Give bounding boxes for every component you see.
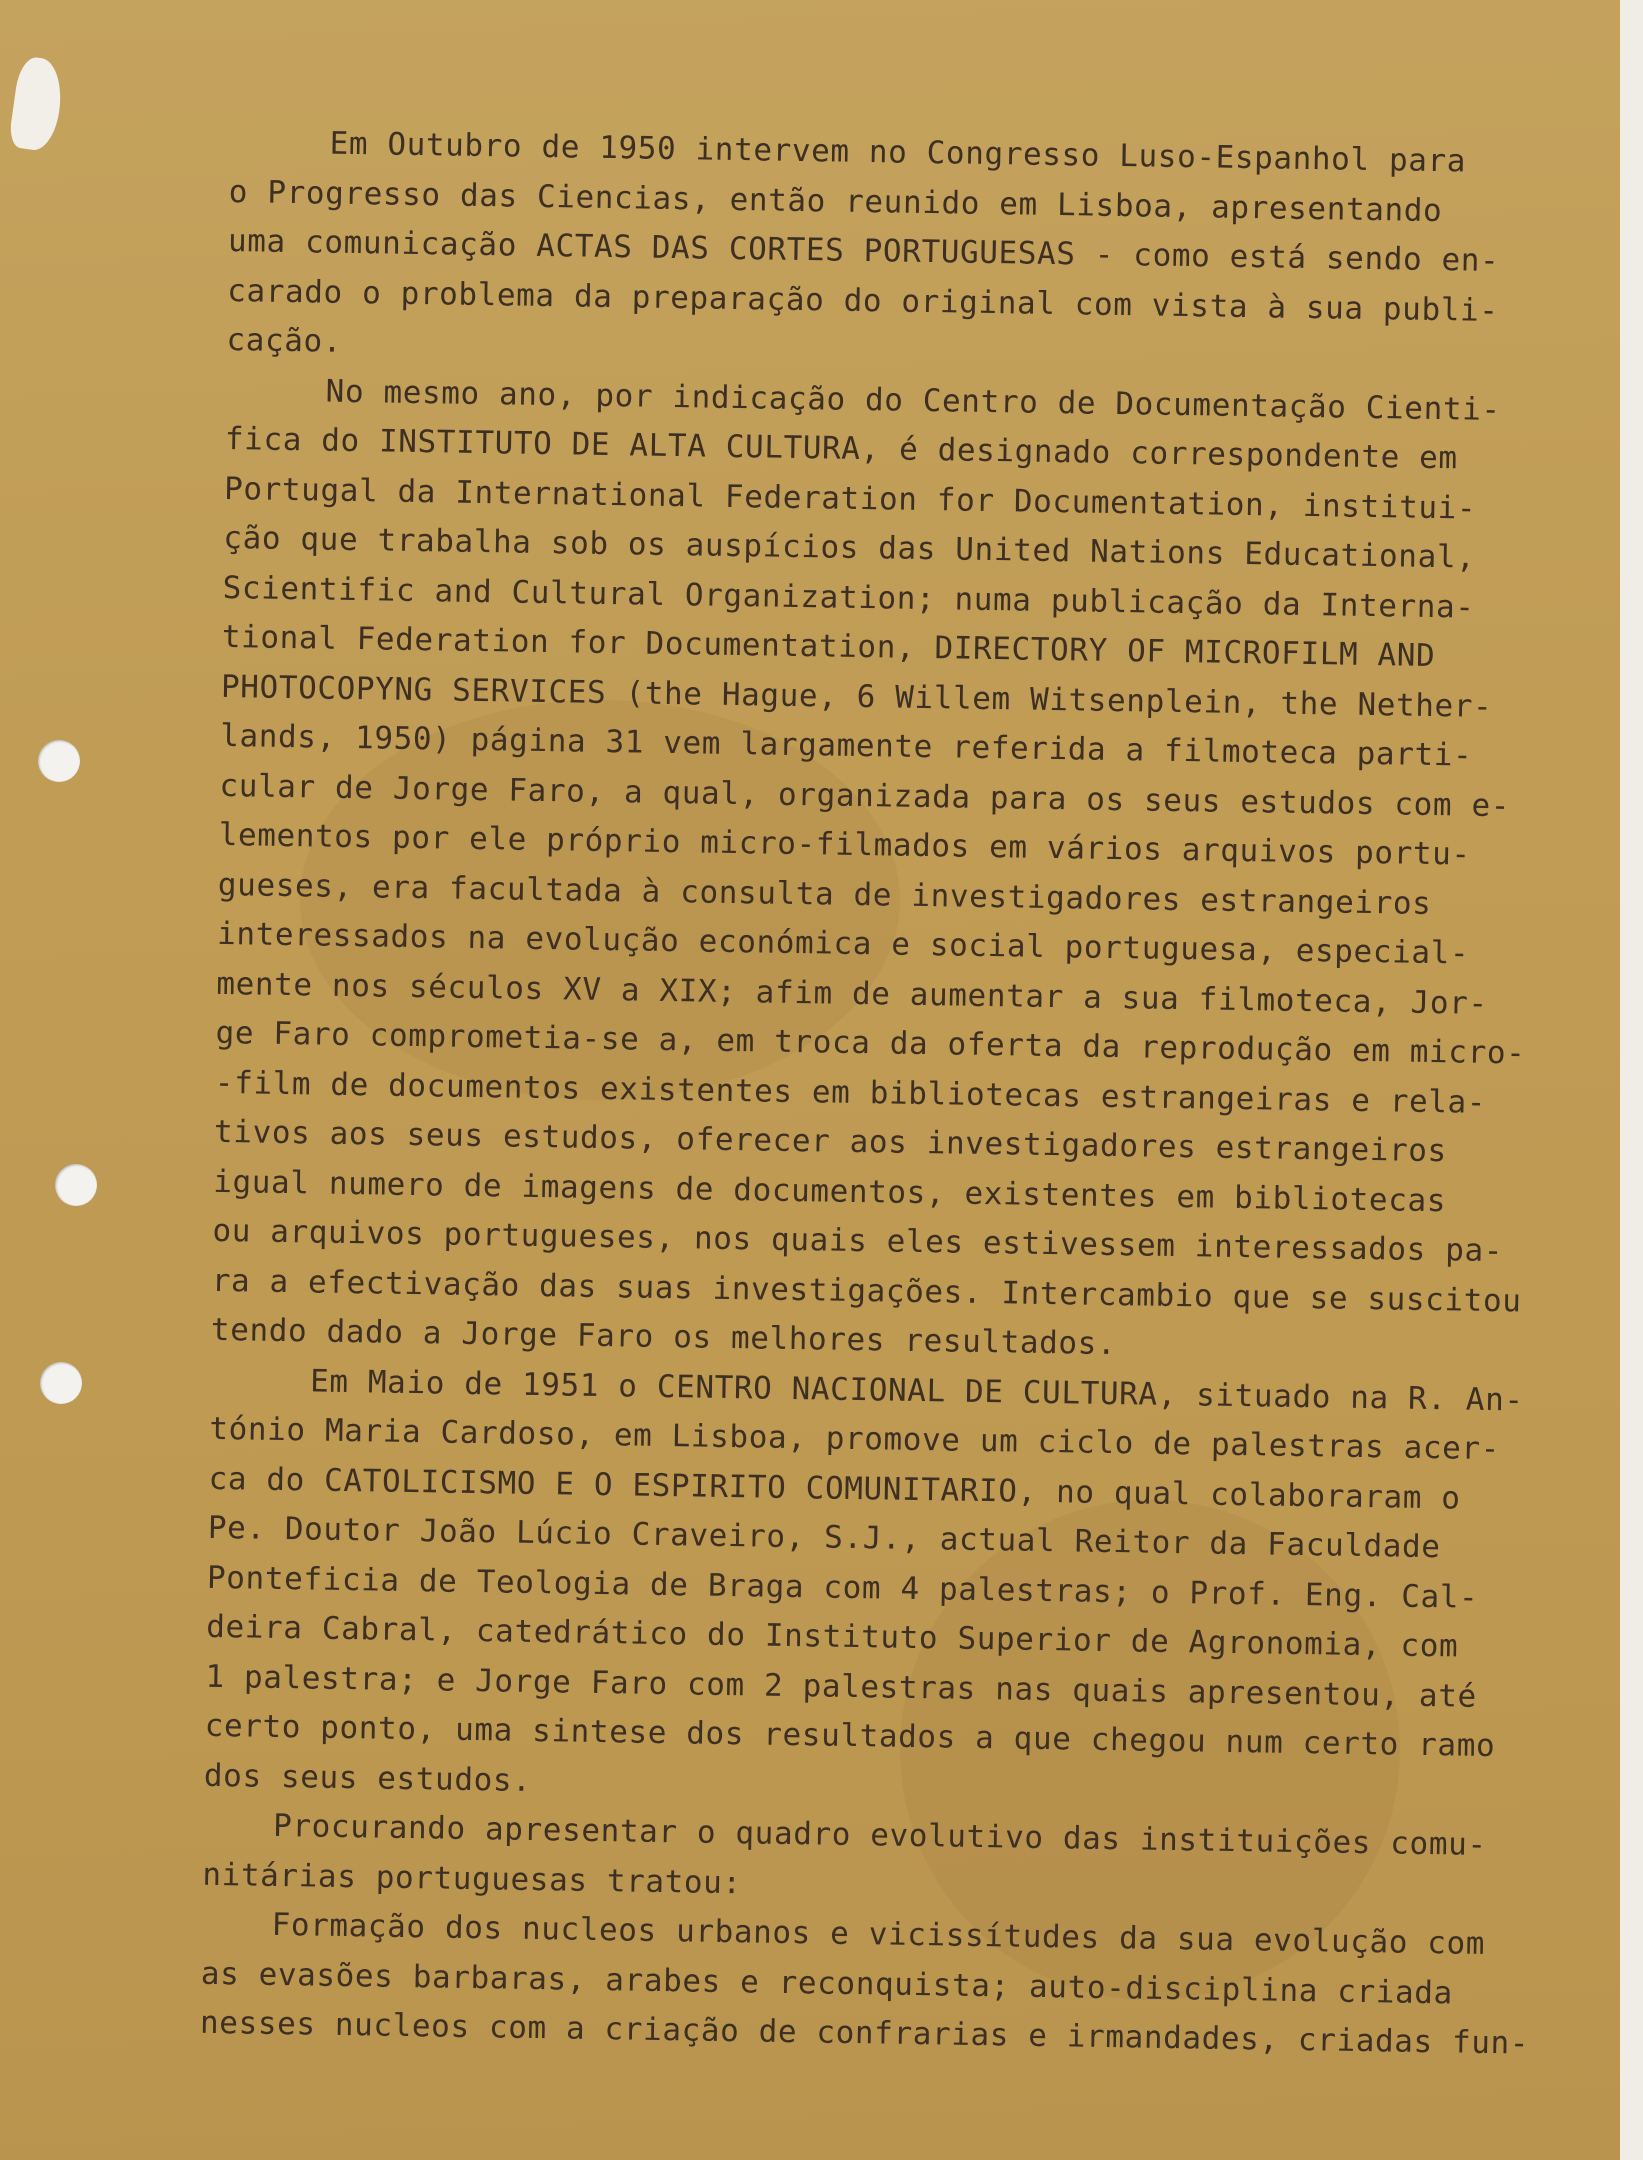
text-line: Em Maio de 1951 o CENTRO NACIONAL DE CULTURA, situado na R. An- bbox=[309, 1362, 1524, 1418]
text-line: nitárias portuguesas tratou: bbox=[202, 1856, 743, 1901]
text-line: tivos aos seus estudos, oferecer aos investigadores estrangeiros bbox=[213, 1113, 1448, 1170]
text-line: ra a efectivação das suas investigações. Intercambio que se suscitou bbox=[211, 1262, 1522, 1319]
text-line: ca do CATOLICISMO E O ESPIRITO COMUNITARIO, no qual colaboraram o bbox=[208, 1460, 1461, 1516]
text-line: ou arquivos portugueses, nos quais eles estivessem interessados pa- bbox=[212, 1212, 1504, 1270]
text-line: deira Cabral, catedrático do Instituto Superior de Agronomia, com bbox=[206, 1608, 1459, 1665]
text-line: ção que trabalha sob os auspícios das United Nations Educational, bbox=[223, 519, 1476, 576]
text-line: Portugal da International Federation for Documentation, institui- bbox=[223, 470, 1477, 527]
text-line: lands, 1950) página 31 vem largamente referida a filmoteca parti- bbox=[220, 717, 1473, 774]
text-line: tendo dado a Jorge Faro os melhores resultados. bbox=[210, 1311, 1117, 1363]
torn-corner bbox=[8, 55, 66, 153]
punch-hole bbox=[40, 1362, 82, 1404]
text-line: Em Outubro de 1950 intervem no Congresso Luso-Espanhol para bbox=[329, 125, 1467, 180]
text-line: gueses, era facultada à consulta de investigadores estrangeiros bbox=[217, 866, 1432, 922]
text-line: igual numero de imagens de documentos, existentes em bibliotecas bbox=[213, 1163, 1447, 1219]
text-line: -film de documentos existentes em bibliotecas estrangeiras e rela- bbox=[214, 1064, 1487, 1121]
punch-hole bbox=[38, 740, 80, 782]
text-line: ge Faro comprometia-se a, em troca da oferta da reprodução em micro- bbox=[215, 1014, 1526, 1072]
text-line: mente nos séculos XV a XIX; afim de aumentar a sua filmoteca, Jor- bbox=[216, 965, 1488, 1022]
text-line: cular de Jorge Faro, a qual, organizada para os seus estudos com e- bbox=[219, 767, 1511, 824]
scan-background bbox=[1620, 0, 1643, 2160]
text-line: Procurando apresentar o quadro evolutivo das instituições comu- bbox=[272, 1807, 1487, 1863]
text-line: interessados na evolução económica e social portuguesa, especial- bbox=[216, 915, 1470, 972]
text-line: lementos por ele próprio micro-filmados em vários arquivos portu- bbox=[218, 816, 1472, 873]
text-line: as evasões barbaras, arabes e reconquista; auto-disciplina criada bbox=[200, 1955, 1454, 2011]
text-line: nesses nucleos com a criação de confrarias e irmandades, criadas fun- bbox=[199, 2004, 1530, 2062]
text-line: uma comunicação ACTAS DAS CORTES PORTUGUESAS - como está sendo en- bbox=[227, 222, 1500, 279]
text-line: No mesmo ano, por indicação do Centro de Documentação Cienti- bbox=[325, 373, 1501, 428]
text-line: certo ponto, uma sintese dos resultados a que chegou num certo ramo bbox=[204, 1707, 1496, 1765]
typewritten-text bbox=[200, 118, 1620, 2070]
text-line: tónio Maria Cardoso, em Lisboa, promove um ciclo de palestras acer- bbox=[209, 1410, 1501, 1468]
text-line: carado o problema da preparação do original com vista à sua publi- bbox=[227, 272, 1499, 329]
text-line: fica do INSTITUTO DE ALTA CULTURA, é designado correspondente em bbox=[224, 420, 1458, 477]
text-line: o Progresso das Ciencias, então reunido em Lisboa, apresentando bbox=[228, 173, 1443, 229]
text-line: tional Federation for Documentation, DIRECTORY OF MICROFILM AND bbox=[221, 618, 1436, 674]
text-line: Pe. Doutor João Lúcio Craveiro, S.J., actual Reitor da Faculdade bbox=[207, 1509, 1441, 1566]
text-line: Scientific and Cultural Organization; numa publicação da Interna- bbox=[222, 569, 1475, 626]
text-line: dos seus estudos. bbox=[203, 1757, 532, 1799]
punch-hole bbox=[55, 1164, 97, 1206]
text-line: Formação dos nucleos urbanos e vicissítudes da sua evolução com bbox=[271, 1906, 1486, 1962]
text-line: Ponteficia de Teologia de Braga com 4 palestras; o Prof. Eng. Cal- bbox=[206, 1559, 1479, 1616]
text-line: PHOTOCOPYNG SERVICES (the Hague, 6 Willem Witsenplein, the Nether- bbox=[220, 668, 1493, 725]
text-line: 1 palestra; e Jorge Faro com 2 palestras nas quais apresentou, até bbox=[205, 1658, 1478, 1715]
text-line: cação. bbox=[226, 321, 343, 360]
